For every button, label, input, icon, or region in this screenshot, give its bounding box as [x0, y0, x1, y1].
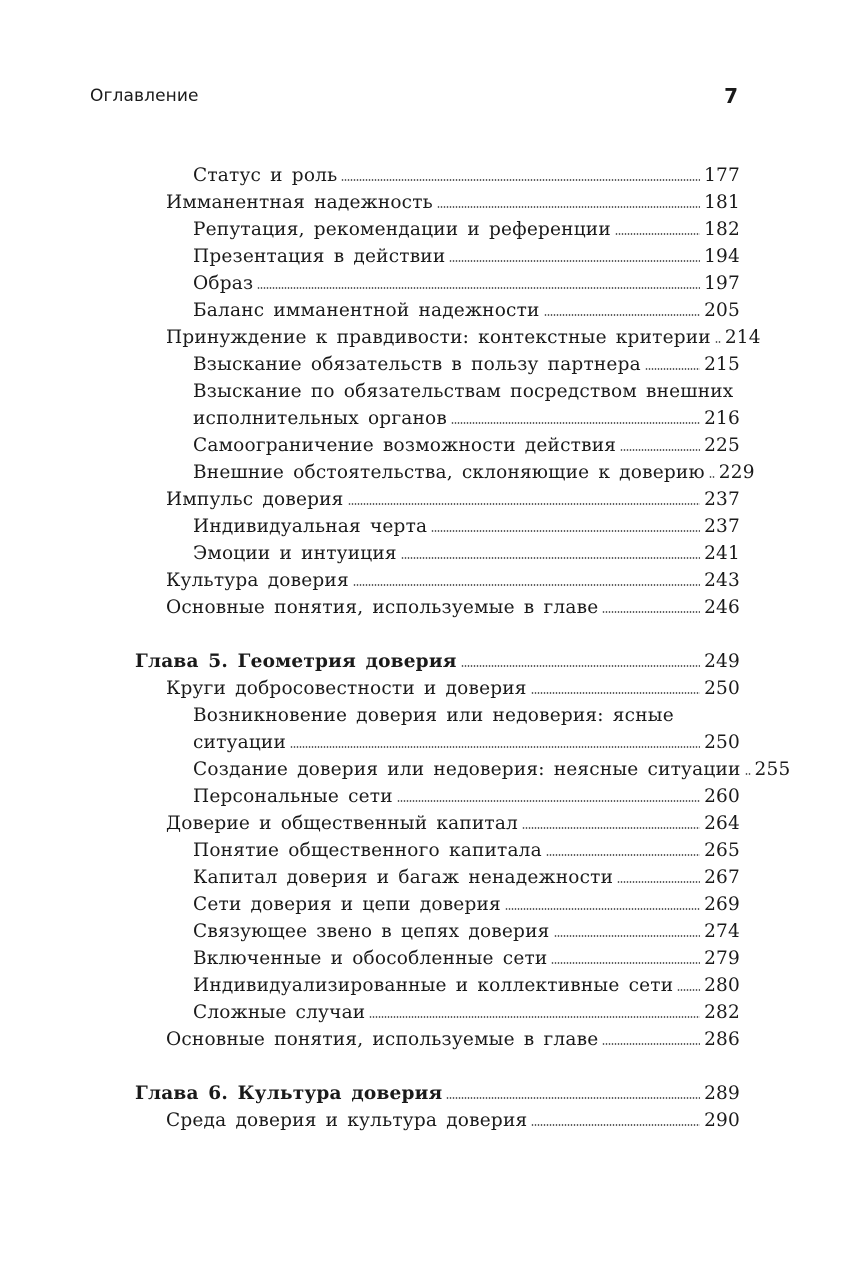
dot-leader [401, 557, 700, 559]
toc-entry-title: Основные понятия, используемые в главе [166, 597, 599, 618]
toc-entry[interactable] [0, 513, 857, 540]
toc-entry-page: 216 [704, 408, 740, 429]
toc-entry[interactable] [0, 675, 857, 702]
toc-entry-page: 279 [704, 948, 740, 969]
toc-entry-title: Индивидуальная черта [193, 516, 428, 537]
toc-entry-title: Культура доверия [166, 570, 349, 591]
dot-leader [446, 1097, 700, 1099]
toc-entry-title: Сложные случаи [193, 1002, 366, 1023]
toc-entry-page: 237 [704, 489, 740, 510]
toc-entry-page: 280 [704, 975, 740, 996]
toc-entry-title: Самоограничение возможности действия [193, 435, 617, 456]
toc-entry-title: Круги добросовестности и доверия [166, 678, 527, 699]
toc-entry[interactable] [0, 243, 857, 270]
dot-leader [290, 746, 700, 748]
toc-entry-title: Эмоции и интуиция [193, 543, 397, 564]
toc-entry-page: 177 [704, 165, 740, 186]
toc-entry[interactable] [0, 891, 857, 918]
toc-entry-title: Глава 5. Геометрия доверия [135, 651, 457, 672]
dot-leader [369, 1016, 700, 1018]
toc-entry[interactable] [0, 1026, 857, 1053]
toc-entry[interactable] [0, 783, 857, 810]
toc-entry-title: Презентация в действии [193, 246, 446, 267]
toc-entry-title: Статус и роль [193, 165, 338, 186]
dot-leader [353, 584, 700, 586]
toc-entry-title: Капитал доверия и багаж ненадежности [193, 867, 614, 888]
toc-entry[interactable] [0, 918, 857, 945]
dot-leader [531, 692, 700, 694]
toc-chapter-entry[interactable] [0, 648, 857, 675]
dot-leader [437, 206, 700, 208]
toc-entry[interactable] [0, 1107, 857, 1134]
toc-entry[interactable] [0, 810, 857, 837]
dot-leader [397, 800, 700, 802]
toc-entry-title: Среда доверия и культура доверия [166, 1110, 528, 1131]
dot-leader [620, 449, 700, 451]
dot-leader [449, 260, 700, 262]
toc-entry-page: 214 [724, 327, 761, 348]
toc-entry-title: Репутация, рекомендации и референции [193, 219, 611, 240]
toc-entry-title: Основные понятия, используемые в главе [166, 1029, 599, 1050]
toc-entry-title: Имманентная надежность [166, 192, 433, 213]
toc-entry[interactable] [0, 324, 857, 351]
dot-leader [431, 530, 700, 532]
dot-leader [257, 287, 700, 289]
toc-entry-title: Создание доверия или недоверия: неясные ситуации [193, 759, 741, 780]
dot-leader [645, 368, 700, 370]
dot-leader [531, 1124, 700, 1126]
toc-entry-page: 241 [704, 543, 740, 564]
toc-entry-title: исполнительных органов [193, 408, 447, 429]
toc-entry-page: 205 [704, 300, 740, 321]
toc-entry-page: 267 [704, 867, 740, 888]
dot-leader [615, 233, 700, 235]
toc-entry[interactable] [0, 540, 857, 567]
toc-entry[interactable] [0, 999, 857, 1026]
page-number: 7 [724, 84, 738, 108]
dot-leader [617, 881, 700, 883]
toc-entry-title: Понятие общественного капитала [193, 840, 542, 861]
dot-leader [522, 827, 700, 829]
toc-entry[interactable] [0, 594, 857, 621]
toc-entry-page: 181 [704, 192, 740, 213]
toc-entry[interactable] [0, 567, 857, 594]
toc-chapter-entry[interactable] [0, 1080, 857, 1107]
toc-entry-page: 255 [754, 759, 791, 780]
dot-leader [341, 179, 700, 181]
table-of-contents [0, 162, 857, 1134]
toc-entry-page: 250 [704, 732, 740, 753]
dot-leader [554, 935, 701, 937]
toc-entry-page: 269 [704, 894, 740, 915]
toc-entry-title: Взыскание по обязательствам посредством внешних [193, 381, 734, 402]
dot-leader [709, 476, 715, 478]
dot-leader [602, 1043, 700, 1045]
toc-entry-page: 282 [704, 1002, 740, 1023]
dot-leader [544, 314, 701, 316]
toc-entry[interactable] [0, 459, 857, 486]
toc-entry[interactable] [0, 432, 857, 459]
dot-leader [677, 989, 700, 991]
toc-entry-page: 243 [704, 570, 740, 591]
toc-entry-title: Индивидуализированные и коллективные сети [193, 975, 674, 996]
toc-entry-page: 290 [704, 1110, 740, 1131]
toc-entry[interactable] [0, 189, 857, 216]
toc-entry[interactable] [0, 756, 857, 783]
toc-entry[interactable] [0, 486, 857, 513]
dot-leader [451, 422, 700, 424]
toc-entry-page: 225 [704, 435, 740, 456]
toc-entry-title: Сети доверия и цепи доверия [193, 894, 501, 915]
toc-entry-page: 229 [718, 462, 755, 483]
running-head [90, 86, 740, 112]
toc-entry-title: ситуации [193, 732, 286, 753]
toc-entry-page: 194 [704, 246, 740, 267]
toc-entry-title: Внешние обстоятельства, склоняющие к доверию [193, 462, 705, 483]
toc-entry-page: 249 [704, 651, 740, 672]
toc-entry-title: Доверие и общественный капитал [166, 813, 519, 834]
dot-leader [715, 341, 721, 343]
dot-leader [745, 773, 751, 775]
toc-entry-page: 246 [704, 597, 740, 618]
toc-entry-title: Возникновение доверия или недоверия: ясные [193, 705, 674, 726]
toc-entry-page: 264 [704, 813, 740, 834]
dot-leader [551, 962, 700, 964]
toc-entry-title: Глава 6. Культура доверия [135, 1083, 443, 1104]
toc-entry-page: 286 [704, 1029, 740, 1050]
toc-entry-title: Баланс имманентной надежности [193, 300, 540, 321]
dot-leader [546, 854, 700, 856]
dot-leader [461, 665, 700, 667]
toc-entry[interactable] [0, 945, 857, 972]
toc-entry-title: Принуждение к правдивости: контекстные критерии [166, 327, 711, 348]
toc-entry-page: 215 [704, 354, 740, 375]
toc-entry[interactable] [0, 972, 857, 999]
toc-entry-title: Персональные сети [193, 786, 393, 807]
toc-entry-title: Взыскание обязательств в пользу партнера [193, 354, 641, 375]
running-title: Оглавление [90, 86, 199, 106]
toc-entry-title: Включенные и обособленные сети [193, 948, 548, 969]
toc-entry[interactable] [0, 297, 857, 324]
toc-entry[interactable] [0, 270, 857, 297]
toc-entry-page: 274 [704, 921, 740, 942]
toc-entry[interactable] [0, 162, 857, 189]
toc-entry-page: 265 [704, 840, 740, 861]
toc-entry[interactable] [0, 378, 857, 405]
toc-entry-page: 260 [704, 786, 740, 807]
toc-entry-title: Импульс доверия [166, 489, 344, 510]
toc-entry-page: 250 [704, 678, 740, 699]
toc-entry-page: 197 [704, 273, 740, 294]
toc-entry-page: 237 [704, 516, 740, 537]
toc-entry[interactable] [0, 702, 857, 729]
toc-entry[interactable] [0, 837, 857, 864]
toc-entry-page: 289 [704, 1083, 740, 1104]
dot-leader [602, 611, 700, 613]
dot-leader [348, 503, 701, 505]
dot-leader [505, 908, 700, 910]
toc-entry[interactable] [0, 729, 857, 756]
toc-entry-title: Связующее звено в цепях доверия [193, 921, 550, 942]
toc-entry[interactable] [0, 405, 857, 432]
toc-entry[interactable] [0, 864, 857, 891]
toc-entry[interactable] [0, 351, 857, 378]
toc-entry[interactable] [0, 216, 857, 243]
toc-entry-page: 182 [704, 219, 740, 240]
toc-entry-title: Образ [193, 273, 254, 294]
